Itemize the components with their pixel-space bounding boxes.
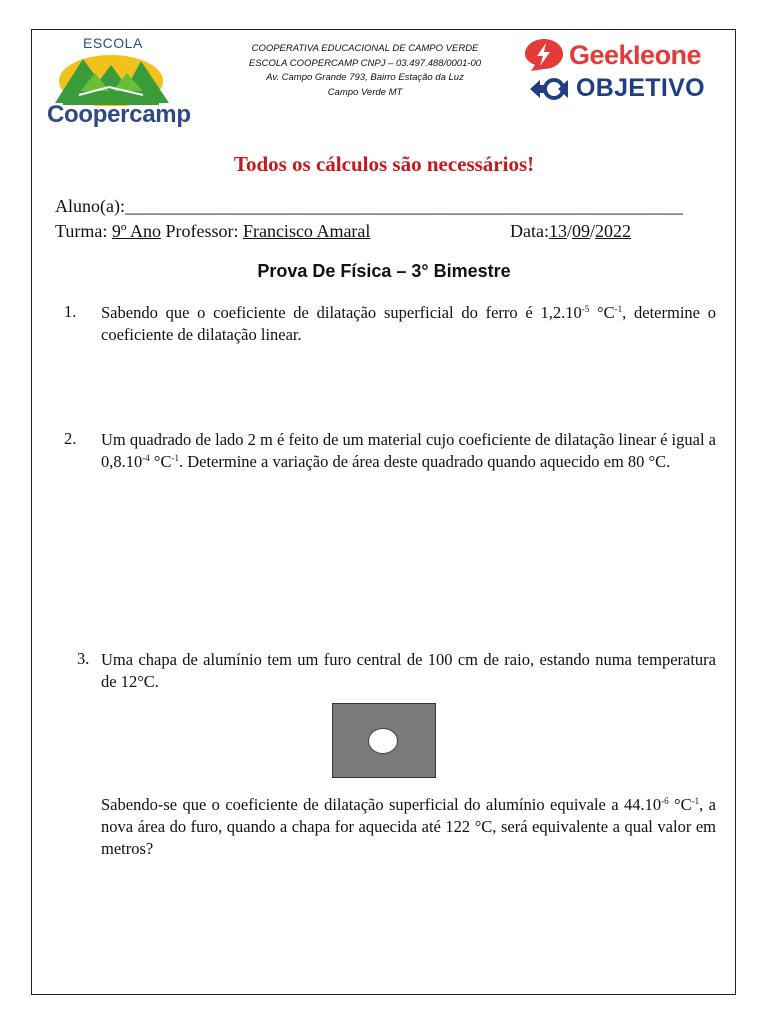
aluminum-plate-figure [332,703,436,778]
plate-hole [368,728,398,754]
calculation-warning: Todos os cálculos são necessários! [233,152,535,176]
question-text-part: Sabendo-se que o coeficiente de dilatação superficial do alumínio equivale a 44.10 [101,795,662,814]
student-name-blank[interactable]: ______________________________________________________________ [124,196,683,216]
objetivo-logo [528,74,728,104]
question-text-part: Sabendo que o coeficiente de dilatação superficial do ferro é 1,2.10 [101,303,582,322]
exponent: -1 [614,304,623,314]
professor-label: Professor: [165,221,239,241]
date-month: 09 [572,221,590,241]
school-info [200,42,530,100]
exam-title: Prova De Física – 3° Bimestre [257,261,511,281]
objetivo-arrows-icon [528,76,574,102]
school-info-line: Campo Verde MT [327,86,403,98]
date-label: Data: [510,221,549,241]
question-text-part: °C [668,795,692,814]
turma-value: 9º Ano [111,221,161,241]
question-3-text [101,794,716,860]
question-text-part: °C [149,452,172,471]
exponent: -1 [691,796,700,806]
logo-escola-text: ESCOLA [83,35,143,51]
question-text-part: , a nova área do furo, quando a chapa for aquecida até 122 °C, será equivalente a qual valor em metros? [101,795,717,858]
objetivo-text: OBJETIVO [576,74,705,102]
question-number: 2. [64,429,77,448]
lightning-bubble-icon [523,37,565,73]
exam-meta-line [55,221,695,242]
coopercamp-logo [45,35,191,130]
school-info-line: ESCOLA COOPERCAMP CNPJ – 03.497.488/0001-00 [248,57,482,69]
exponent: -6 [661,796,669,806]
exam-date: Data:13/09/2022 [510,221,632,241]
professor-value: Francisco Amaral [242,221,371,241]
date-day: 13 [548,221,567,241]
exponent: -4 [142,453,150,463]
question-number: 1. [64,302,77,321]
question-text-part: °C [589,303,615,322]
school-info-line: Av. Campo Grande 793, Bairro Estação da Luz [266,72,464,83]
school-info-line: COOPERATIVA EDUCACIONAL DE CAMPO VERDE [251,43,479,54]
exponent: -1 [171,453,179,463]
logo-brand-text: Coopercamp [47,101,191,128]
geekie-logo [523,37,723,73]
question-1-text [101,302,716,346]
exponent: -5 [581,304,590,314]
question-text-part: , determine o coeficiente de dilatação linear. [101,303,717,344]
student-label: Aluno(a): [55,196,125,216]
question-text-part: Um quadrado de lado 2 m é feito de um material cujo coeficiente de dilatação linear é igual a 0,8.10 [101,430,716,471]
question-number: 3. [77,649,90,668]
question-2-text [101,429,716,473]
hills-logo-icon [49,51,174,106]
question-3-intro: Uma chapa de alumínio tem um furo central de 100 cm de raio, estando numa temperatura de 12°C. [101,650,716,691]
question-text-part: . Determine a variação de área deste quadrado quando aquecido em 80 °C. [178,452,671,471]
student-name-line [55,196,695,217]
turma-label: Turma: [55,221,108,241]
geekie-text: GeekIeone [569,40,702,70]
date-year: 2022 [595,221,632,241]
